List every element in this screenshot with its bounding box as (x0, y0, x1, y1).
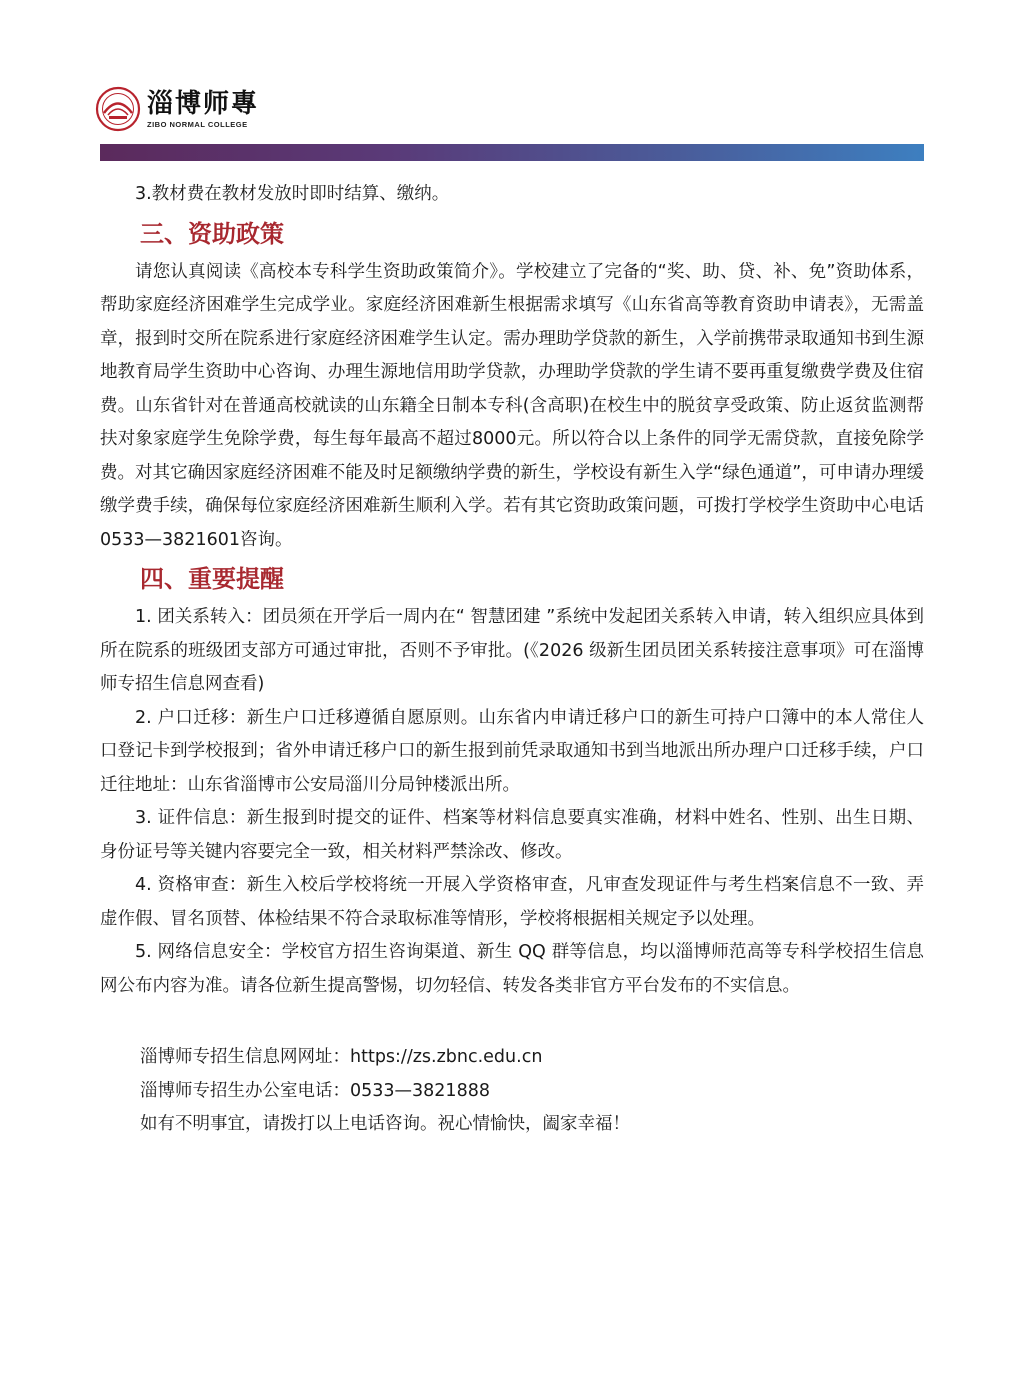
reminder-documents: 3. 证件信息：新生报到时提交的证件、档案等材料信息要真实准确，材料中姓名、性别、出生日期、身份证号等关键内容要完全一致，相关材料严禁涂改、修改。 (100, 808, 924, 862)
section-title-reminders: 四、重要提醒 (140, 565, 284, 593)
reminder-qualification: 4. 资格审查：新生入校后学校将统一开展入学资格审查，凡审查发现证件与考生档案信息不一致、弄虚作假、冒名顶替、体检结果不符合录取标准等情形，学校将根据相关规定予以处理。 (100, 875, 924, 929)
funding-paragraph: 请您认真阅读《高校本专科学生资助政策简介》。学校建立了完备的“奖、助、贷、补、免”资助体系，帮助家庭经济困难学生完成学业。家庭经济困难新生根据需求填写《山东省高等教育资助申请表》，无需盖章，报到时交所在院系进行家庭经济困难学生认定。需办理助学贷款的新生，入学前携带录取通知书到生源地教育局学生资助中心咨询、办理生源地信用助学贷款，办理助学贷款的学生请不要再重复缴费学费及住宿费。山东省针对在普通高校就读的山东籍全日制本专科(含高职)在校生中的脱贫享受政策、防止返贫监测帮扶对象家庭学生免除学费，每生每年最高不超过8000元。所以符合以上条件的同学无需贷款，直接免除学费。对其它确因家庭经济困难不能及时足额缴纳学费的新生，学校设有新生入学“绿色通道”，可申请办理缓缴学费手续，确保每位家庭经济困难新生顺利入学。若有其它资助政策问题，可拨打学校学生资助中心电话0533—3821601咨询。 (100, 261, 924, 550)
college-seal-icon (95, 86, 141, 132)
reminder-household: 2. 户口迁移：新生户口迁移遵循自愿原则。山东省内申请迁移户口的新生可持户口簿中的本人常住人口登记卡到学校报到；省外申请迁移户口的新生报到前凭录取通知书到当地派出所办理户口迁移手续，户口迁往地址：山东省淄博市公安局淄川分局钟楼派出所。 (100, 707, 924, 795)
closing-line: 如有不明事宜，请拨打以上电话咨询。祝心情愉快，阖家幸福！ (140, 1114, 630, 1134)
reminder-league: 1. 团关系转入：团员须在开学后一周内在“ 智慧团建 ”系统中发起团关系转入申请，转入组织应具体到所在院系的班级团支部方可通过审批，否则不予审批。(《2026 级新生团员团关系转接注意事项》可在淄博师专招生信息网查看) (100, 607, 924, 694)
document-body (100, 178, 924, 1142)
logo-wordmark: 淄博师專 (147, 88, 260, 119)
logo-english: ZIBO NORMAL COLLEGE (147, 119, 248, 129)
header (95, 84, 259, 134)
fee-item-3: 3.教材费在教材发放时即时结算、缴纳。 (135, 184, 450, 204)
header-band (100, 144, 924, 161)
section-title-funding: 三、资助政策 (140, 219, 284, 248)
contact-website: 淄博师专招生信息网网址：https://zs.zbnc.edu.cn (140, 1047, 543, 1067)
contact-phone: 淄博师专招生办公室电话：0533—3821888 (140, 1080, 490, 1101)
reminder-network: 5. 网络信息安全：学校官方招生咨询渠道、新生 QQ 群等信息，均以淄博师范高等专科学校招生信息网公布内容为准。请各位新生提高警惕，切勿轻信、转发各类非官方平台发布的不实信息。 (100, 942, 924, 996)
spacer (100, 1003, 924, 1041)
